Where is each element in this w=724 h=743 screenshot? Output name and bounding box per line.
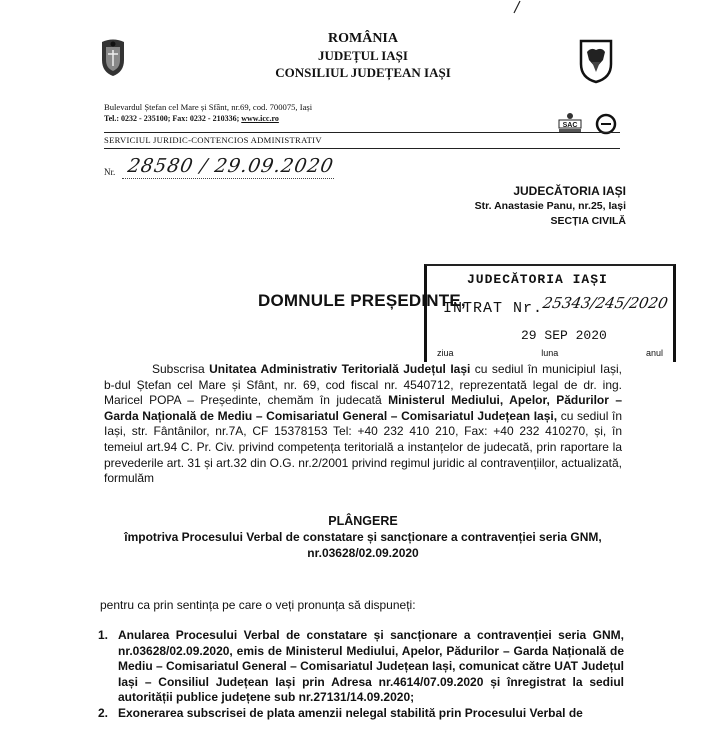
county-name: JUDEȚUL IAȘI	[318, 48, 408, 63]
list-item-text: Exonerarea subscrisei de plata amenzii nelegal stabilită prin Procesului Verbal de	[118, 705, 583, 720]
list-item	[98, 628, 624, 706]
contact-line	[104, 113, 504, 124]
para-text-3: cu sediul în Iași, str. Fântânilor, nr.7A, CF 15378153 Tel: +40 232 410 210, Fax: +40 232 410270, și, în temeiul art.94 C. Pr. Civ. privind competența teritorială a instanțelor de judecată, prin raportare la prevederile art. 31 și art.32 din O.G. nr.2/2001 privind regimul juridic al contravențiilor, actualizată, formulăm	[104, 408, 622, 486]
salutation-title: DOMNULE PREȘEDINTE,	[258, 291, 466, 310]
requests-list	[98, 628, 624, 722]
street-address: Bulevardul Ștefan cel Mare și Sfânt, nr.69, cod. 700075, Iași	[104, 102, 313, 112]
court-street: Str. Anastasie Panu, nr.25, Iași	[474, 200, 626, 212]
defendant-name: Ministerul Mediului, Apelor, Pădurilor – Garda Națională de Mediu – Comisariatul General – Comisariatul Județean Iași,	[104, 393, 622, 423]
requests-intro: pentru ca prin sentința pe care o veți pronunța să dispuneți:	[100, 598, 416, 612]
service-divider	[104, 148, 620, 149]
county-crest-icon	[578, 38, 614, 84]
stamp-intrat: INTRAT Nr.	[443, 300, 544, 317]
court-section: SECȚIA CIVILĂ	[550, 215, 626, 227]
para-text-1: Subscrisa	[152, 362, 210, 376]
stamp-number-handwritten: 25343/245/2020	[541, 294, 670, 312]
stamp-date: 29 SEP 2020	[521, 328, 607, 343]
service-name: SERVICIUL JURIDIC-CONTENCIOS ADMINISTRATIV	[104, 135, 322, 145]
registration-stamp	[424, 264, 676, 362]
list-item-number: 2.	[98, 705, 109, 720]
council-name: CONSILIUL JUDEȚEAN IAȘI	[275, 65, 451, 80]
stamp-anul: anul	[645, 348, 663, 358]
plaintiff-name: Unitatea Administrativ Teritorială Județul Iași	[209, 362, 471, 376]
complaint-reference: nr.03628/02.09.2020	[307, 546, 419, 560]
registration-label: Nr.	[104, 167, 116, 177]
list-item-text: Anularea Procesului Verbal de constatare și sancționare a contravenției seria GNM, nr.03628/02.09.2020, emis de Ministerul Mediului, Apelor, Pădurilor – Garda Națională de Mediu – Comisariatul General – Comisariatul Județean Iași, comunicat către UAT Județul Iași – Consiliul Județean Iași prin Adresa nr.4614/07.09.2020 și înregistrat la sediul autorității publice județene sub nr.27131/14.09.2020;	[118, 628, 624, 705]
complaint-heading	[104, 513, 622, 561]
court-name: JUDECĂTORIA IAȘI	[513, 184, 626, 198]
introductory-paragraph	[104, 362, 622, 487]
pen-mark-icon	[510, 0, 530, 14]
council-address	[104, 102, 504, 124]
stamp-date-fields	[437, 348, 663, 358]
list-item-number: 1.	[98, 628, 109, 642]
addressee-court	[420, 184, 626, 229]
registration-dotted-line	[122, 178, 334, 179]
complaint-title: PLÂNGERE	[328, 514, 398, 528]
stamp-luna: luna	[541, 348, 559, 358]
website-link[interactable]: www.icc.ro	[241, 114, 279, 123]
sac-label: SAC	[562, 122, 578, 129]
list-item	[98, 706, 624, 722]
header-divider	[104, 132, 620, 133]
registration-number-handwritten: 28580 / 29.09.2020	[126, 155, 336, 177]
complaint-subject: împotriva Procesului Verbal de constatare și sancționare a contravenției seria GNM,	[124, 530, 602, 544]
phone-fax: Tel.: 0232 - 235100; Fax: 0232 - 210336;	[104, 114, 240, 123]
stamp-title: JUDECĂTORIA IAȘI	[467, 272, 608, 287]
institution-header	[200, 30, 526, 81]
country-name: ROMÂNIA	[328, 31, 398, 46]
para-text-2: cu sediul în municipiul Iași, b-dul Ștefan cel Mare și Sfânt, nr. 69, cod fiscal nr. 4540712, reprezentată legal de dr. ing. Maricel POPA – Președinte, chemăm în judecată	[104, 362, 622, 408]
sac-icon	[556, 110, 584, 134]
stamp-ziua: ziua	[437, 348, 454, 358]
coat-of-arms-icon	[98, 38, 128, 78]
